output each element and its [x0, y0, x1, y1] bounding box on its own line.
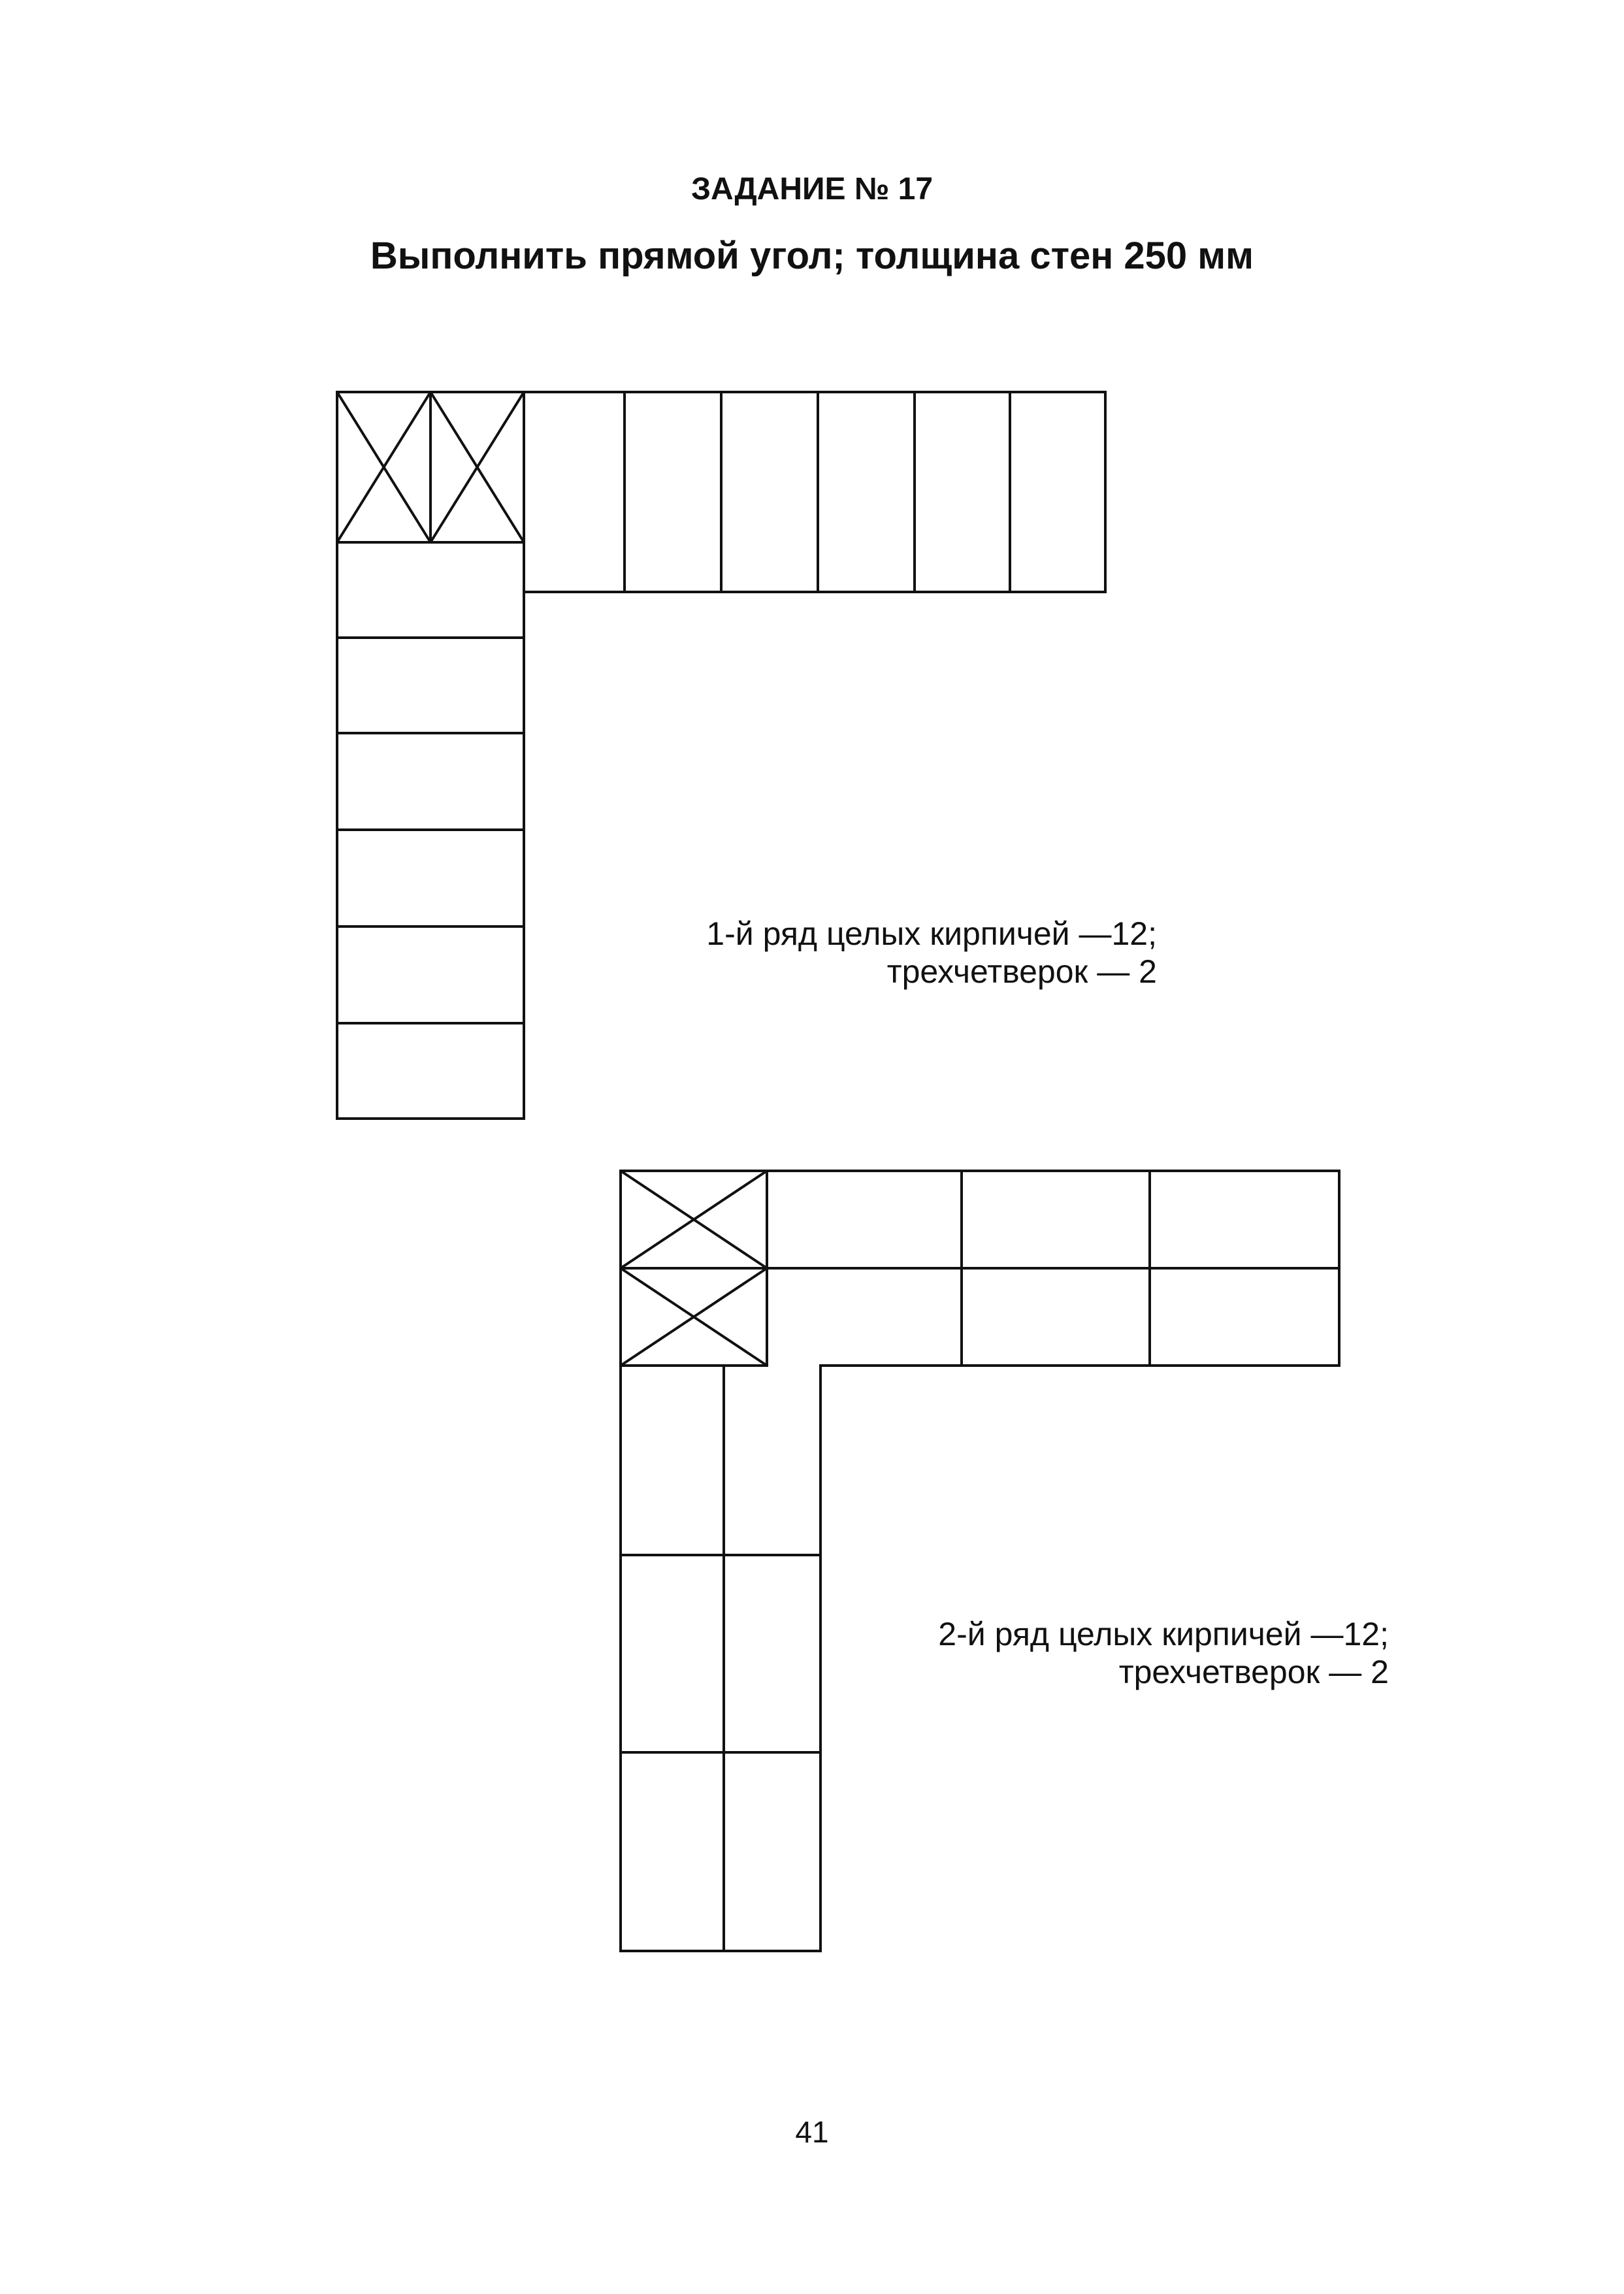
task-number-heading: ЗАДАНИЕ № 17 — [690, 172, 934, 206]
page-number: 41 — [795, 2115, 829, 2149]
row1-caption — [706, 915, 1157, 991]
row1-layout — [337, 392, 1105, 1119]
task-title-heading: Выполнить прямой угол; толщина стен 250 мм — [370, 235, 1254, 277]
row2-outline — [621, 1171, 1339, 1951]
row2-caption-line2: трехчетверок — 2 — [1118, 1654, 1389, 1690]
row1-caption-line1: 1-й ряд целых кирпичей —12; — [706, 915, 1157, 952]
row2-caption — [938, 1615, 1389, 1691]
row1-three-quarter-brick-1 — [337, 392, 430, 542]
row1-three-quarter-brick-2 — [430, 392, 524, 542]
row2-three-quarter-brick-1 — [621, 1171, 767, 1268]
row2-caption-line1: 2-й ряд целых кирпичей —12; — [938, 1616, 1389, 1652]
row2-three-quarter-brick-2 — [621, 1268, 767, 1366]
row2-layout — [621, 1171, 1339, 1951]
row1-caption-line2: трехчетверок — 2 — [886, 953, 1157, 990]
